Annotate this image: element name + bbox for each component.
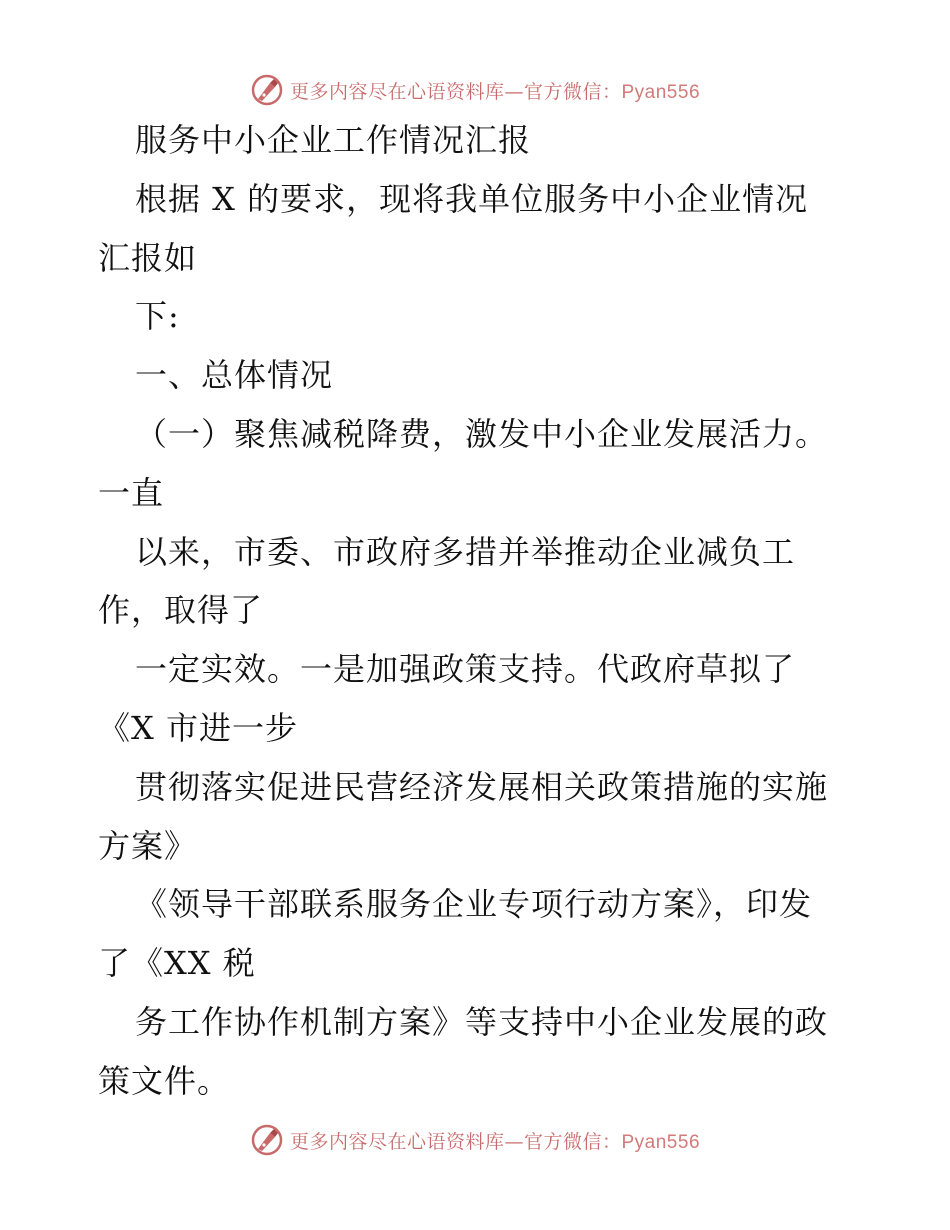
text-line: 以来，市委、市政府多措并举推动企业减负工 (135, 532, 796, 571)
text-line: 作，取得了 (98, 591, 264, 630)
text-line: 一直 (98, 473, 165, 512)
document-body (98, 121, 868, 1124)
text-line: 下: (135, 297, 180, 336)
text-line: 根据 X 的要求，现将我单位服务中小企业情况 (135, 179, 809, 218)
text-line: 《X 市进一步 (98, 708, 298, 747)
text-line: 汇报如 (98, 238, 198, 277)
text-line: 《领导干部联系服务企业专项行动方案》，印发 (135, 885, 813, 924)
text-line: （一）聚焦减税降费，激发中小企业发展活力。 (135, 414, 829, 453)
watermark-text: 更多内容尽在心语资料库—官方微信：Pyan556 (289, 80, 701, 103)
text-line: 贯彻落实促进民营经济发展相关政策措施的实施 (135, 767, 829, 806)
text-line: 服务中小企业工作情况汇报 (135, 121, 532, 159)
watermark-wechat-id: Pyan556 (621, 81, 701, 103)
text-line: 策文件。 (98, 1061, 231, 1100)
pen-nib-logo-icon (250, 1123, 284, 1157)
text-line: 一、总体情况 (135, 356, 334, 395)
footer-watermark (0, 1120, 950, 1160)
text-line: 一定实效。一是加强政策支持。代政府草拟了 (135, 650, 796, 689)
text-line: 务工作协作机制方案》等支持中小企业发展的政 (135, 1002, 829, 1041)
text-line: 了《XX 税 (98, 944, 256, 983)
text-line: 方案》 (98, 826, 198, 865)
pen-nib-logo-icon (250, 73, 284, 107)
watermark-wechat-id: Pyan556 (621, 1131, 701, 1153)
watermark-text: 更多内容尽在心语资料库—官方微信：Pyan556 (289, 1130, 701, 1153)
header-watermark (0, 70, 950, 110)
